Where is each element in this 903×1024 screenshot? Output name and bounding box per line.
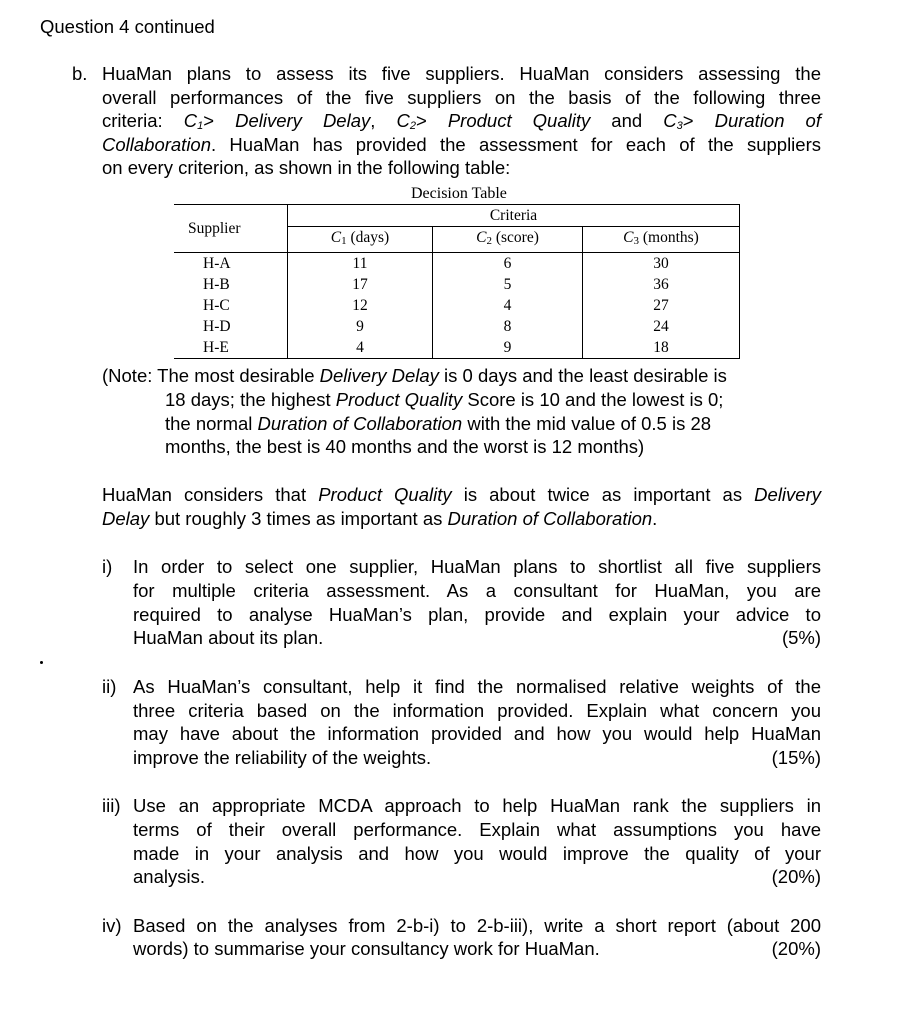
cell-c1: 17	[288, 274, 433, 295]
question-i-line-1: In order to select one supplier, HuaMan plans to shortlist all five suppliers	[133, 556, 821, 577]
question-iv-line-2: words) to summarise your consultancy work for HuaMan.	[133, 938, 600, 959]
question-i-marks: (5%)	[781, 627, 821, 648]
question-iii-line-2: terms of their overall performance. Explain what assumptions you have	[133, 819, 821, 840]
row-supplier: H-D	[203, 318, 231, 335]
cell-c1: 4	[288, 337, 433, 359]
part-b-line-4: Collaboration. HuaMan has provided the assessment for each of the suppliers	[102, 134, 821, 155]
question-ii-line-2: three criteria based on the information provided. Explain what concern you	[133, 700, 821, 721]
question-iv-number: iv)	[102, 915, 122, 936]
cell-c2: 4	[433, 295, 583, 316]
stray-dot	[40, 661, 43, 664]
question-iii-line-1: Use an appropriate MCDA approach to help HuaMan rank the suppliers in	[133, 795, 821, 816]
row-supplier: H-A	[203, 255, 231, 272]
part-b-line-1: HuaMan plans to assess its five suppliers. HuaMan considers assessing the	[102, 63, 821, 84]
cell-c3: 36	[583, 274, 740, 295]
criteria-prefix: criteria:	[102, 110, 184, 131]
page-heading: Question 4 continued	[40, 16, 215, 37]
part-b-line-2: overall performances of the five suppliers on the basis of the following three	[102, 87, 821, 108]
c3-symbol: C3	[663, 110, 683, 132]
question-ii-line-1: As HuaMan’s consultant, help it find the normalised relative weights of the	[133, 676, 821, 697]
part-b-label: b.	[72, 63, 88, 84]
cell-c2: 9	[433, 337, 583, 359]
question-ii-number: ii)	[102, 676, 117, 697]
cell-c3: 27	[583, 295, 740, 316]
table-caption: Decision Table	[411, 185, 507, 202]
cell-c2: 6	[433, 253, 583, 275]
c2-name: Product Quality	[447, 110, 591, 131]
table-row	[174, 337, 740, 359]
question-i-line-2: for multiple criteria assessment. As a consultant for HuaMan, you are	[133, 580, 821, 601]
table-row	[174, 295, 740, 316]
note-line-1: (Note: The most desirable Delivery Delay is 0 days and the least desirable is	[102, 365, 727, 386]
part-b-line-5: on every criterion, as shown in the following table:	[102, 157, 511, 178]
question-iii-line-4: analysis.	[133, 866, 205, 887]
question-ii-line-3: may have about the information provided and how you would help HuaMan	[133, 723, 821, 744]
criteria-header: Criteria	[288, 205, 740, 227]
c1-name: Delivery Delay	[235, 110, 371, 131]
question-ii-marks: (15%)	[771, 747, 821, 768]
part-b-line-3: criteria: C1> Delivery Delay, C2> Product Quality and C3> Duration of	[102, 110, 821, 132]
col-header-c3: C3 (months)	[583, 227, 740, 253]
question-i-number: i)	[102, 556, 113, 577]
decision-table	[174, 204, 740, 359]
question-ii-line-4: improve the reliability of the weights.	[133, 747, 432, 768]
row-supplier: H-B	[203, 276, 230, 293]
row-supplier: H-E	[174, 337, 288, 359]
importance-line-1: HuaMan considers that Product Quality is about twice as important as Delivery	[102, 484, 821, 505]
col-header-c2: C2 (score)	[433, 227, 583, 253]
table-row	[174, 316, 740, 337]
question-iv-line-1: Based on the analyses from 2-b-i) to 2-b-iii), write a short report (about 200	[133, 915, 821, 936]
note-line-4: months, the best is 40 months and the worst is 12 months)	[165, 436, 645, 457]
cell-c2: 8	[433, 316, 583, 337]
table-row	[174, 274, 740, 295]
cell-c1: 12	[288, 295, 433, 316]
col-header-c1: C1 (days)	[288, 227, 433, 253]
cell-c1: 9	[288, 316, 433, 337]
cell-c1: 11	[288, 253, 433, 275]
note-line-3: the normal Duration of Collaboration with the mid value of 0.5 is 28	[165, 413, 712, 434]
cell-c3: 30	[583, 253, 740, 275]
question-i-line-3: required to analyse HuaMan’s plan, provide and explain your advice to	[133, 604, 821, 625]
importance-line-2: Delay but roughly 3 times as important as Duration of Collaboration.	[102, 508, 658, 529]
question-iii-line-3: made in your analysis and how you would improve the quality of your	[133, 843, 821, 864]
row-supplier: H-C	[203, 297, 230, 314]
cell-c3: 24	[583, 316, 740, 337]
c2-symbol: C2	[396, 110, 416, 132]
c3-name: Duration of	[714, 110, 821, 131]
cell-c3: 18	[583, 337, 740, 359]
note-line-2: 18 days; the highest Product Quality Score is 10 and the lowest is 0;	[165, 389, 724, 410]
supplier-header: Supplier	[174, 205, 288, 253]
question-iii-number: iii)	[102, 795, 121, 816]
cell-c2: 5	[433, 274, 583, 295]
question-iii-marks: (20%)	[771, 866, 821, 887]
table-row	[174, 253, 740, 275]
question-i-line-4: HuaMan about its plan.	[133, 627, 324, 648]
question-iv-marks: (20%)	[771, 938, 821, 959]
c1-symbol: C1	[183, 110, 204, 132]
